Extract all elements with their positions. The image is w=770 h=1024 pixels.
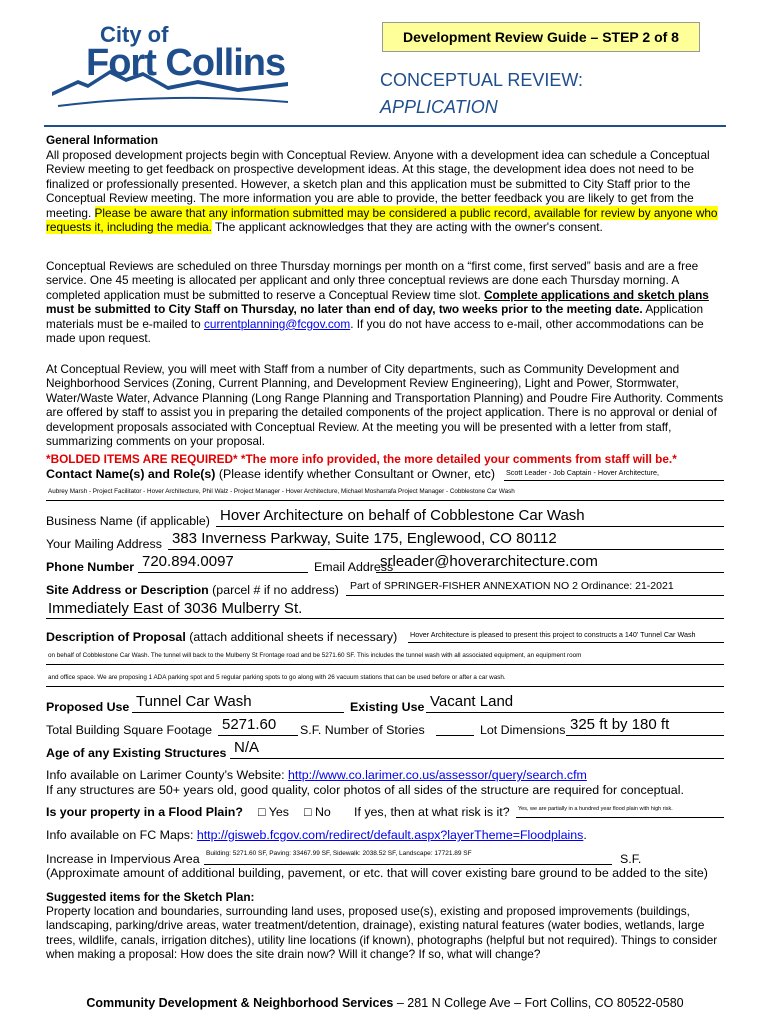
- existing-use-value[interactable]: Vacant Land: [430, 693, 514, 710]
- email-line: [376, 572, 724, 573]
- proposal-line-3: [46, 686, 724, 687]
- impervious-label: Increase in Impervious Area: [46, 852, 200, 866]
- flood-risk-line: [516, 817, 724, 818]
- general-paragraph-2: Conceptual Reviews are scheduled on three Thursday mornings per month on a “first come, first served” basis and are a free service. One 45 meeting is allocated per applicant and only three conceptual reviews are done each Thursday morning. A completed application must be submitted to reserve a Conceptual Review time slot. Complete applications and sketch plans must be submitted to City Staff on Thursday, no later than end of day, two weeks prior to the meeting date. Application materials must be e-mailed to currentplanning@fcgov.com. If you do not have access to e-mail, other accommodations can be made upon request.: [46, 259, 709, 346]
- site-line-1: [346, 595, 724, 596]
- proposal-label: Description of Proposal (attach additional sheets if necessary): [46, 630, 398, 644]
- sketch-text: Property location and boundaries, surrounding land uses, proposed use(s), existing and proposed improvements (buildings, landscaping, parking/drive areas, water treatment/detention, drainage), existing natural features (water bodies, wetlands, large trees, wildlife, canals, irrigation ditches), utility line locations (if known), photographs (helpful but not required). Things to consider when making a proposal: How does the site drain now? Will it change? If so, what will change?: [46, 904, 718, 962]
- age-label: Age of any Existing Structures: [46, 746, 227, 760]
- proposed-use-label: Proposed Use: [46, 700, 130, 714]
- site-label: Site Address or Description (parcel # if no address): [46, 583, 339, 597]
- larimer-info: Info available on Larimer County’s Website: http://www.co.larimer.co.us/assessor/query/search.cfm: [46, 768, 587, 782]
- contact-line-2: [46, 500, 724, 501]
- mailing-label: Your Mailing Address: [46, 537, 162, 551]
- general-paragraph-1: All proposed development projects begin with Conceptual Review. Anyone with a development idea can schedule a Conceptual Review meeting to get feedback on prospective development ideas. At this stage, the development idea does not need to be finalized or professionally presented. However, a sketch plan and this application must be submitted to City Staff prior to the Conceptual Review meeting. The more information you are able to provide, the better feedback you are likely to get from the meeting. Please be aware that any information submitted may be considered a public record, available for review by anyone who requests it, including the media. The applicant acknowledges that they are acting with the owner's consent.: [46, 148, 718, 235]
- stories-line[interactable]: [436, 735, 474, 736]
- proposal-value-3[interactable]: and office space. We are proposing 1 ADA parking spot and 5 regular parking spots to go along with 26 vacuum stations that can be used before or after a car wash.: [48, 674, 506, 681]
- contact-value-2[interactable]: Aubrey Marsh - Project Facilitator - Hover Architecture, Phil Walz - Project Manager - Hover Architecture, Michael Mosharrafa Project Manager - Cobblestone Car Wash: [48, 488, 515, 495]
- bldg-sqft-value[interactable]: 5271.60: [222, 716, 277, 733]
- checkbox-icon[interactable]: □: [304, 805, 312, 819]
- site-value-1[interactable]: Part of SPRINGER-FISHER ANNEXATION NO 2 Ordinance: 21-2021: [350, 580, 674, 592]
- existing-use-line: [426, 712, 724, 713]
- page-footer: Community Development & Neighborhood Services – 281 N College Ave – Fort Collins, CO 80522-0580: [86, 996, 684, 1010]
- age-value[interactable]: N/A: [234, 739, 260, 756]
- proposed-use-value[interactable]: Tunnel Car Wash: [136, 693, 252, 710]
- email-label: Email Address: [314, 560, 394, 574]
- fcmaps-link[interactable]: http://gisweb.fcgov.com/redirect/default.aspx?layerTheme=Floodplains: [196, 828, 584, 842]
- bldg-sqft-label: Total Building Square Footage: [46, 723, 213, 737]
- proposed-use-line: [132, 712, 344, 713]
- phone-label: Phone Number: [46, 560, 135, 574]
- contact-value-1[interactable]: Scott Leader - Job Captain - Hover Architecture,: [506, 468, 660, 477]
- general-heading: General Information: [46, 133, 159, 147]
- flood-risk-value[interactable]: Yes, we are partially in a hundred year flood plain with high risk.: [518, 806, 673, 812]
- lot-label: Lot Dimensions: [480, 723, 566, 737]
- business-label: Business Name (if applicable): [46, 514, 210, 528]
- site-value-2[interactable]: Immediately East of 3036 Mulberry St.: [48, 600, 303, 617]
- email-value[interactable]: srleader@hoverarchitecture.com: [380, 553, 598, 570]
- flood-label: Is your property in a Flood Plain?: [46, 805, 243, 819]
- business-line: [216, 526, 724, 527]
- general-paragraph-3: At Conceptual Review, you will meet with Staff from a number of City departments, such as Community Development and Neighborhood Services (Zoning, Current Planning, and Development Review Engineering), Light and Power, Stormwater, Water/Waste Water, Advance Planning (Long Range Planning and Transportation Planning) and Poudre Fire Authority. Comments are offered by staff to assist you in preparing the detailed components of the project application. There is no approval or denial of development proposals associated with Conceptual Review. At the meeting you will be presented with a letter from staff, summarizing comments on your proposal.: [46, 362, 724, 449]
- flood-no-option[interactable]: □ No: [304, 805, 331, 819]
- flood-yes-option[interactable]: □ Yes: [258, 805, 289, 819]
- site-line-2: [46, 618, 724, 619]
- header-divider: [44, 125, 726, 127]
- proposal-value-1[interactable]: Hover Architecture is pleased to present this project to constructs a 140' Tunnel Car Wash: [410, 630, 696, 639]
- impervious-unit: S.F.: [620, 852, 642, 866]
- bldg-sqft-line: [218, 735, 298, 736]
- larimer-link[interactable]: http://www.co.larimer.co.us/assessor/query/search.cfm: [287, 768, 587, 782]
- logo-line-2: Fort Collins: [86, 42, 286, 84]
- mailing-value[interactable]: 383 Inverness Parkway, Suite 175, Englewood, CO 80112: [172, 530, 557, 547]
- photos-requirement: If any structures are 50+ years old, good quality, color photos of all sides of the structure are required for conceptual.: [46, 783, 684, 797]
- business-value[interactable]: Hover Architecture on behalf of Cobblestone Car Wash: [220, 507, 585, 524]
- email-link[interactable]: currentplanning@fcgov.com: [204, 316, 351, 331]
- proposal-line-1: [408, 642, 724, 643]
- fcmaps-info: Info available on FC Maps: http://gisweb.fcgov.com/redirect/default.aspx?layerTheme=Floodplains.: [46, 828, 587, 842]
- existing-use-label: Existing Use: [350, 700, 425, 714]
- city-logo: [48, 22, 298, 114]
- proposal-value-2[interactable]: on behalf of Cobblestone Car Wash. The tunnel will back to the Mulberry St Frontage road and be 5271.60 SF. This includes the tunnel wash with all associated equipment, an equipment room: [48, 652, 582, 659]
- impervious-line: [204, 864, 612, 865]
- phone-value[interactable]: 720.894.0097: [142, 553, 234, 570]
- impervious-value[interactable]: Building: 5271.60 SF, Paving: 33467.99 SF, Sidewalk: 2038.52 SF, Landscape: 17721.89 SF: [206, 850, 472, 857]
- sketch-heading: Suggested items for the Sketch Plan:: [46, 890, 255, 904]
- contact-label: Contact Name(s) and Role(s) (Please identify whether Consultant or Owner, etc): [46, 467, 495, 481]
- mailing-line: [168, 549, 724, 550]
- page-title: CONCEPTUAL REVIEW:: [380, 70, 584, 90]
- impervious-note: (Approximate amount of additional building, pavement, or etc. that will cover existing bare ground to be added to the site): [46, 866, 708, 880]
- page-subtitle: APPLICATION: [380, 97, 498, 117]
- contact-line-1: [504, 480, 724, 481]
- age-line: [230, 758, 724, 759]
- lot-value[interactable]: 325 ft by 180 ft: [570, 716, 670, 733]
- required-note: *BOLDED ITEMS ARE REQUIRED* *The more info provided, the more detailed your comments from staff will be.*: [46, 452, 677, 466]
- stories-label: S.F. Number of Stories: [300, 723, 425, 737]
- flood-risk-label: If yes, then at what risk is it?: [354, 805, 510, 819]
- logo-line-1: City of: [100, 22, 169, 47]
- phone-line: [138, 572, 308, 573]
- checkbox-icon[interactable]: □: [258, 805, 266, 819]
- proposal-line-2: [46, 664, 724, 665]
- lot-line: [566, 735, 724, 736]
- step-badge: Development Review Guide – STEP 2 of 8: [382, 22, 700, 52]
